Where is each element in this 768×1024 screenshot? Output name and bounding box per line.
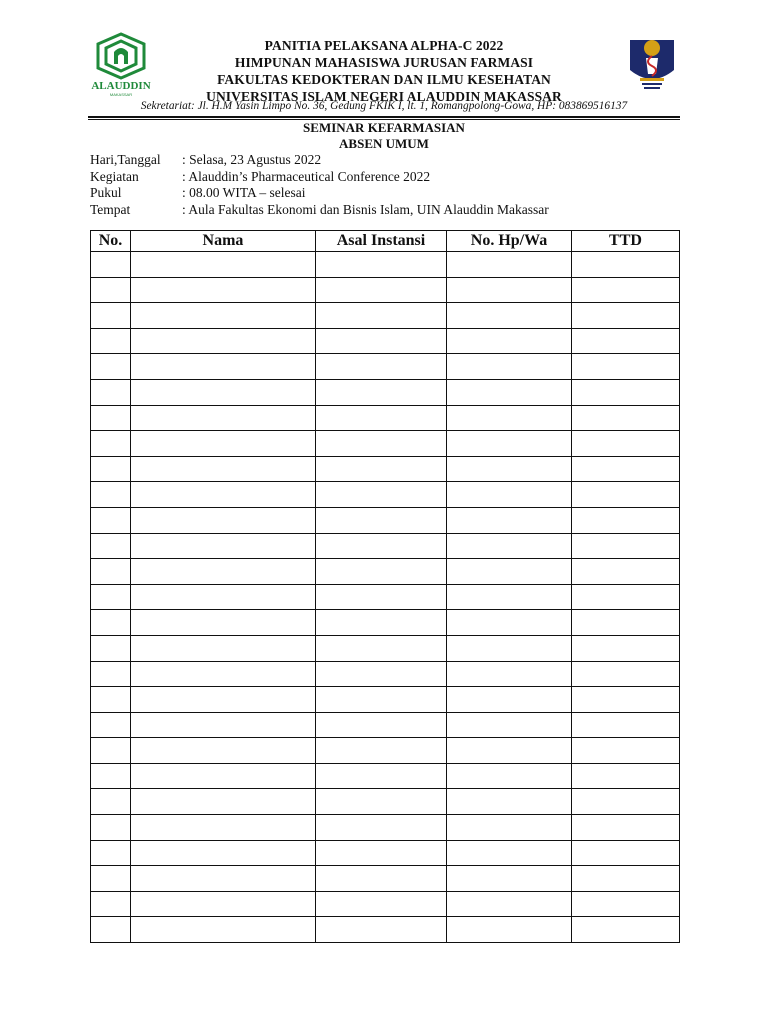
header-line-4: UNIVERSITAS ISLAM NEGERI ALAUDDIN MAKASSAR	[206, 89, 562, 104]
info-value: : Aula Fakultas Ekonomi dan Bisnis Islam, UIN Alauddin Makassar	[182, 201, 549, 217]
cell-no	[91, 507, 131, 533]
event-info	[90, 152, 549, 218]
cell-institution	[316, 738, 447, 764]
cell-institution	[316, 891, 447, 917]
pharmacy-emblem-logo	[624, 30, 680, 92]
cell-signature	[572, 482, 680, 508]
cell-signature	[572, 328, 680, 354]
info-value: : Selasa, 23 Agustus 2022	[182, 152, 322, 167]
cell-phone	[447, 917, 572, 943]
cell-no	[91, 917, 131, 943]
cell-name	[131, 635, 316, 661]
cell-name	[131, 405, 316, 431]
cell-institution	[316, 687, 447, 713]
cell-institution	[316, 840, 447, 866]
cell-phone	[447, 354, 572, 380]
table-row	[91, 635, 680, 661]
cell-signature	[572, 379, 680, 405]
header-line-3: FAKULTAS KEDOKTERAN DAN ILMU KESEHATAN	[217, 72, 551, 87]
cell-signature	[572, 866, 680, 892]
cell-phone	[447, 635, 572, 661]
table-row	[91, 866, 680, 892]
cell-institution	[316, 917, 447, 943]
table-row	[91, 405, 680, 431]
column-header-signature: TTD	[572, 231, 680, 252]
table-row	[91, 303, 680, 329]
cell-name	[131, 379, 316, 405]
cell-phone	[447, 763, 572, 789]
cell-institution	[316, 303, 447, 329]
cell-no	[91, 405, 131, 431]
cell-phone	[447, 431, 572, 457]
cell-institution	[316, 431, 447, 457]
cell-name	[131, 277, 316, 303]
cell-name	[131, 354, 316, 380]
table-row	[91, 891, 680, 917]
cell-no	[91, 738, 131, 764]
cell-phone	[447, 559, 572, 585]
cell-name	[131, 431, 316, 457]
cell-institution	[316, 559, 447, 585]
cell-signature	[572, 584, 680, 610]
info-row-activity	[90, 169, 549, 186]
cell-phone	[447, 584, 572, 610]
cell-signature	[572, 687, 680, 713]
cell-name	[131, 584, 316, 610]
cell-name	[131, 789, 316, 815]
cell-phone	[447, 891, 572, 917]
cell-signature	[572, 763, 680, 789]
cell-phone	[447, 303, 572, 329]
cell-phone	[447, 815, 572, 841]
cell-name	[131, 891, 316, 917]
cell-phone	[447, 405, 572, 431]
cell-no	[91, 610, 131, 636]
cell-phone	[447, 687, 572, 713]
cell-name	[131, 661, 316, 687]
cell-institution	[316, 763, 447, 789]
cell-name	[131, 328, 316, 354]
column-header-name: Nama	[131, 231, 316, 252]
cell-name	[131, 252, 316, 278]
cell-no	[91, 456, 131, 482]
info-row-place	[90, 202, 549, 219]
cell-no	[91, 328, 131, 354]
table-row	[91, 763, 680, 789]
cell-name	[131, 559, 316, 585]
table-row	[91, 431, 680, 457]
table-row	[91, 456, 680, 482]
cell-phone	[447, 507, 572, 533]
cell-phone	[447, 712, 572, 738]
cell-signature	[572, 712, 680, 738]
header-line-1: PANITIA PELAKSANA ALPHA-C 2022	[264, 38, 504, 53]
cell-signature	[572, 559, 680, 585]
document-subtitle: ABSEN UMUM	[339, 136, 429, 151]
info-value: : Alauddin’s Pharmaceutical Conference 2022	[182, 168, 431, 184]
column-header-institution: Asal Instansi	[316, 231, 447, 252]
cell-signature	[572, 252, 680, 278]
cell-name	[131, 533, 316, 559]
cell-institution	[316, 277, 447, 303]
cell-institution	[316, 354, 447, 380]
cell-no	[91, 533, 131, 559]
cell-signature	[572, 815, 680, 841]
cell-institution	[316, 533, 447, 559]
cell-signature	[572, 456, 680, 482]
cell-phone	[447, 482, 572, 508]
logo-left-text: ALAUDDIN	[91, 80, 151, 92]
secretariat-address: Sekretariat: Jl. H.M Yasin Limpo No. 36, Gedung FKIK I, lt. 1, Romangpolong-Gowa, HP: 083869516137	[140, 100, 628, 112]
cell-name	[131, 712, 316, 738]
cell-signature	[572, 789, 680, 815]
cell-no	[91, 584, 131, 610]
cell-phone	[447, 738, 572, 764]
cell-institution	[316, 661, 447, 687]
cell-no	[91, 354, 131, 380]
cell-name	[131, 815, 316, 841]
table-row	[91, 354, 680, 380]
cell-no	[91, 763, 131, 789]
header-rule-thick	[88, 116, 680, 118]
table-row	[91, 328, 680, 354]
cell-name	[131, 738, 316, 764]
header-line-2: HIMPUNAN MAHASISWA JURUSAN FARMASI	[234, 55, 534, 70]
info-label: Hari,Tanggal	[90, 152, 161, 167]
table-header-row	[91, 231, 680, 252]
cell-phone	[447, 533, 572, 559]
cell-no	[91, 891, 131, 917]
table-row	[91, 559, 680, 585]
cell-phone	[447, 277, 572, 303]
cell-name	[131, 840, 316, 866]
cell-institution	[316, 379, 447, 405]
cell-institution	[316, 507, 447, 533]
cell-institution	[316, 610, 447, 636]
uin-alauddin-logo	[90, 30, 152, 98]
cell-signature	[572, 354, 680, 380]
cell-no	[91, 482, 131, 508]
cell-institution	[316, 252, 447, 278]
column-header-no: No.	[91, 231, 131, 252]
cell-no	[91, 712, 131, 738]
cell-institution	[316, 584, 447, 610]
cell-signature	[572, 840, 680, 866]
table-row	[91, 482, 680, 508]
attendance-table	[90, 230, 680, 943]
table-row	[91, 533, 680, 559]
cell-name	[131, 610, 316, 636]
cell-phone	[447, 379, 572, 405]
cell-name	[131, 456, 316, 482]
cell-signature	[572, 610, 680, 636]
table-row	[91, 610, 680, 636]
info-row-time	[90, 185, 549, 202]
cell-no	[91, 866, 131, 892]
table-row	[91, 738, 680, 764]
table-row	[91, 840, 680, 866]
info-label: Kegiatan	[90, 168, 139, 184]
cell-name	[131, 917, 316, 943]
cell-name	[131, 303, 316, 329]
cell-no	[91, 303, 131, 329]
info-label: Pukul	[90, 185, 122, 200]
cell-signature	[572, 507, 680, 533]
cell-institution	[316, 635, 447, 661]
info-row-date	[90, 152, 549, 169]
cell-name	[131, 482, 316, 508]
table-row	[91, 917, 680, 943]
logo-left-subtext: MAKASSAR	[109, 92, 133, 97]
table-row	[91, 789, 680, 815]
cell-no	[91, 687, 131, 713]
cell-signature	[572, 431, 680, 457]
info-value: : 08.00 WITA – selesai	[182, 185, 306, 200]
cell-institution	[316, 456, 447, 482]
cell-signature	[572, 405, 680, 431]
cell-name	[131, 687, 316, 713]
letterhead	[150, 37, 618, 105]
cell-no	[91, 252, 131, 278]
cell-name	[131, 763, 316, 789]
cell-no	[91, 815, 131, 841]
table-row	[91, 712, 680, 738]
cell-institution	[316, 482, 447, 508]
table-row	[91, 687, 680, 713]
cell-phone	[447, 661, 572, 687]
cell-signature	[572, 738, 680, 764]
cell-phone	[447, 866, 572, 892]
cell-name	[131, 507, 316, 533]
cell-signature	[572, 303, 680, 329]
cell-institution	[316, 405, 447, 431]
cell-phone	[447, 252, 572, 278]
cell-signature	[572, 891, 680, 917]
table-row	[91, 584, 680, 610]
cell-phone	[447, 456, 572, 482]
cell-phone	[447, 789, 572, 815]
table-row	[91, 379, 680, 405]
cell-no	[91, 559, 131, 585]
cell-signature	[572, 917, 680, 943]
cell-institution	[316, 815, 447, 841]
cell-institution	[316, 789, 447, 815]
table-row	[91, 507, 680, 533]
cell-institution	[316, 712, 447, 738]
cell-no	[91, 635, 131, 661]
table-row	[91, 277, 680, 303]
cell-no	[91, 431, 131, 457]
cell-phone	[447, 610, 572, 636]
cell-name	[131, 866, 316, 892]
cell-phone	[447, 328, 572, 354]
column-header-phone: No. Hp/Wa	[447, 231, 572, 252]
cell-no	[91, 379, 131, 405]
cell-signature	[572, 635, 680, 661]
cell-signature	[572, 533, 680, 559]
cell-no	[91, 277, 131, 303]
table-row	[91, 661, 680, 687]
cell-institution	[316, 866, 447, 892]
table-row	[91, 815, 680, 841]
cell-institution	[316, 328, 447, 354]
table-row	[91, 252, 680, 278]
cell-signature	[572, 277, 680, 303]
cell-no	[91, 840, 131, 866]
cell-no	[91, 661, 131, 687]
table-body	[91, 252, 680, 943]
cell-phone	[447, 840, 572, 866]
info-label: Tempat	[90, 201, 131, 217]
document-title: SEMINAR KEFARMASIAN	[303, 120, 465, 135]
cell-no	[91, 789, 131, 815]
cell-signature	[572, 661, 680, 687]
